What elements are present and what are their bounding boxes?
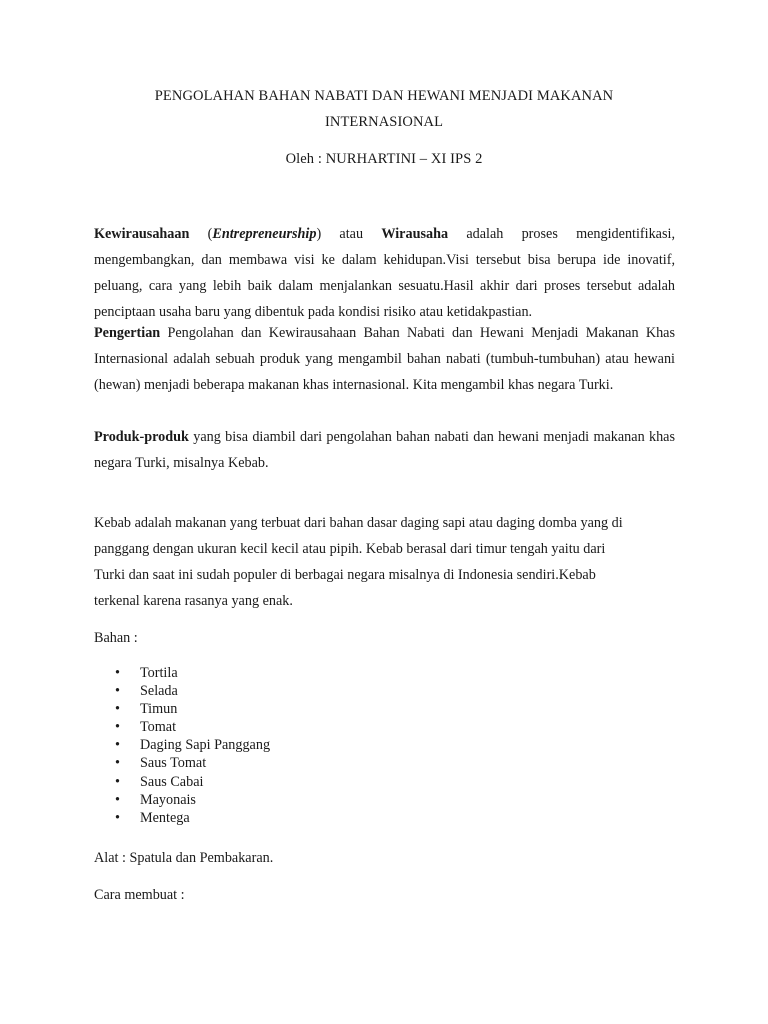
list-item bbox=[94, 754, 270, 772]
paragraph-produk-text: yang bisa diambil dari pengolahan bahan nabati dan hewani menjadi makanan khas negara Turki, misalnya Kebab. bbox=[94, 429, 675, 471]
list-item bbox=[94, 773, 270, 791]
term-entrepreneurship: Entrepreneurship bbox=[212, 226, 317, 242]
bahan-list bbox=[94, 664, 270, 827]
list-item bbox=[94, 791, 270, 809]
connector-atau: atau bbox=[321, 226, 382, 242]
kebab-line-2: panggang dengan ukuran kecil kecil atau pipih. Kebab berasal dari timur tengah yaitu dari bbox=[94, 541, 606, 557]
author-line: Oleh : NURHARTINI – XI IPS 2 bbox=[285, 151, 483, 167]
bullet: • bbox=[115, 809, 120, 826]
list-item-text: Mayonais bbox=[140, 791, 196, 808]
close-paren: ) bbox=[316, 226, 322, 242]
paragraph-produk bbox=[94, 424, 675, 476]
list-item-text: Daging Sapi Panggang bbox=[140, 737, 271, 754]
kebab-line-1: Kebab adalah makanan yang terbuat dari bahan dasar daging sapi atau daging domba yang di bbox=[94, 515, 623, 531]
document-title-line-1: PENGOLAHAN BAHAN NABATI DAN HEWANI MENJADI MAKANAN bbox=[154, 88, 614, 104]
term-kewirausahaan: Kewirausahaan bbox=[94, 226, 190, 242]
kebab-line-3: Turki dan saat ini sudah populer di berbagai negara misalnya di Indonesia sendiri.Kebab bbox=[94, 567, 596, 583]
bullet: • bbox=[115, 737, 120, 754]
list-item bbox=[94, 664, 270, 682]
paragraph-kewirausahaan-text: adalah proses mengidentifikasi, mengembangkan, dan membawa visi ke dalam kehidupan.Visi tersebut bisa berupa ide inovatif, peluang, cara yang lebih baik dalam menjalankan sesuatu.Hasil akhir dari proses tersebut adalah penciptaan usaha baru yang dibentuk pada kondisi risiko atau ketidakpastian. bbox=[94, 226, 675, 320]
list-item bbox=[94, 682, 270, 700]
bullet: • bbox=[115, 755, 120, 772]
bullet: • bbox=[115, 701, 120, 718]
list-item bbox=[94, 736, 270, 754]
bahan-label: Bahan : bbox=[94, 630, 138, 646]
list-item-text: Tomat bbox=[140, 719, 177, 736]
list-item-text: Saus Tomat bbox=[140, 755, 207, 772]
list-item bbox=[94, 700, 270, 718]
paragraph-pengertian bbox=[94, 320, 675, 398]
list-item bbox=[94, 809, 270, 827]
bullet: • bbox=[115, 665, 120, 681]
list-item-text: Timun bbox=[140, 701, 178, 718]
document-title-line-2: INTERNASIONAL bbox=[324, 114, 444, 130]
term-pengertian: Pengertian bbox=[94, 325, 161, 341]
list-item-text: Saus Cabai bbox=[140, 773, 204, 790]
cara-membuat-label: Cara membuat : bbox=[94, 887, 185, 903]
term-wirausaha: Wirausaha bbox=[381, 226, 449, 242]
bullet: • bbox=[115, 683, 120, 700]
alat-line: Alat : Spatula dan Pembakaran. bbox=[94, 850, 274, 866]
paragraph-kewirausahaan bbox=[94, 221, 675, 325]
bullet: • bbox=[115, 773, 120, 790]
bullet: • bbox=[115, 719, 120, 736]
kebab-line-4: terkenal karena rasanya yang enak. bbox=[94, 593, 293, 609]
list-item bbox=[94, 718, 270, 736]
list-item-text: Selada bbox=[140, 683, 178, 700]
open-paren: ( bbox=[189, 226, 213, 242]
paragraph-kebab bbox=[94, 510, 694, 614]
term-produk-produk: Produk-produk bbox=[94, 429, 189, 445]
paragraph-pengertian-text: Pengolahan dan Kewirausahaan Bahan Nabati dan Hewani Menjadi Makanan Khas Internasional adalah sebuah produk yang mengambil bahan nabati (tumbuh-tumbuhan) atau hewani (hewan) menjadi beberapa makanan khas internasional. Kita mengambil khas negara Turki. bbox=[94, 325, 675, 393]
bullet: • bbox=[115, 791, 120, 808]
list-item-text: Tortila bbox=[140, 665, 178, 681]
list-item-text: Mentega bbox=[140, 809, 190, 826]
